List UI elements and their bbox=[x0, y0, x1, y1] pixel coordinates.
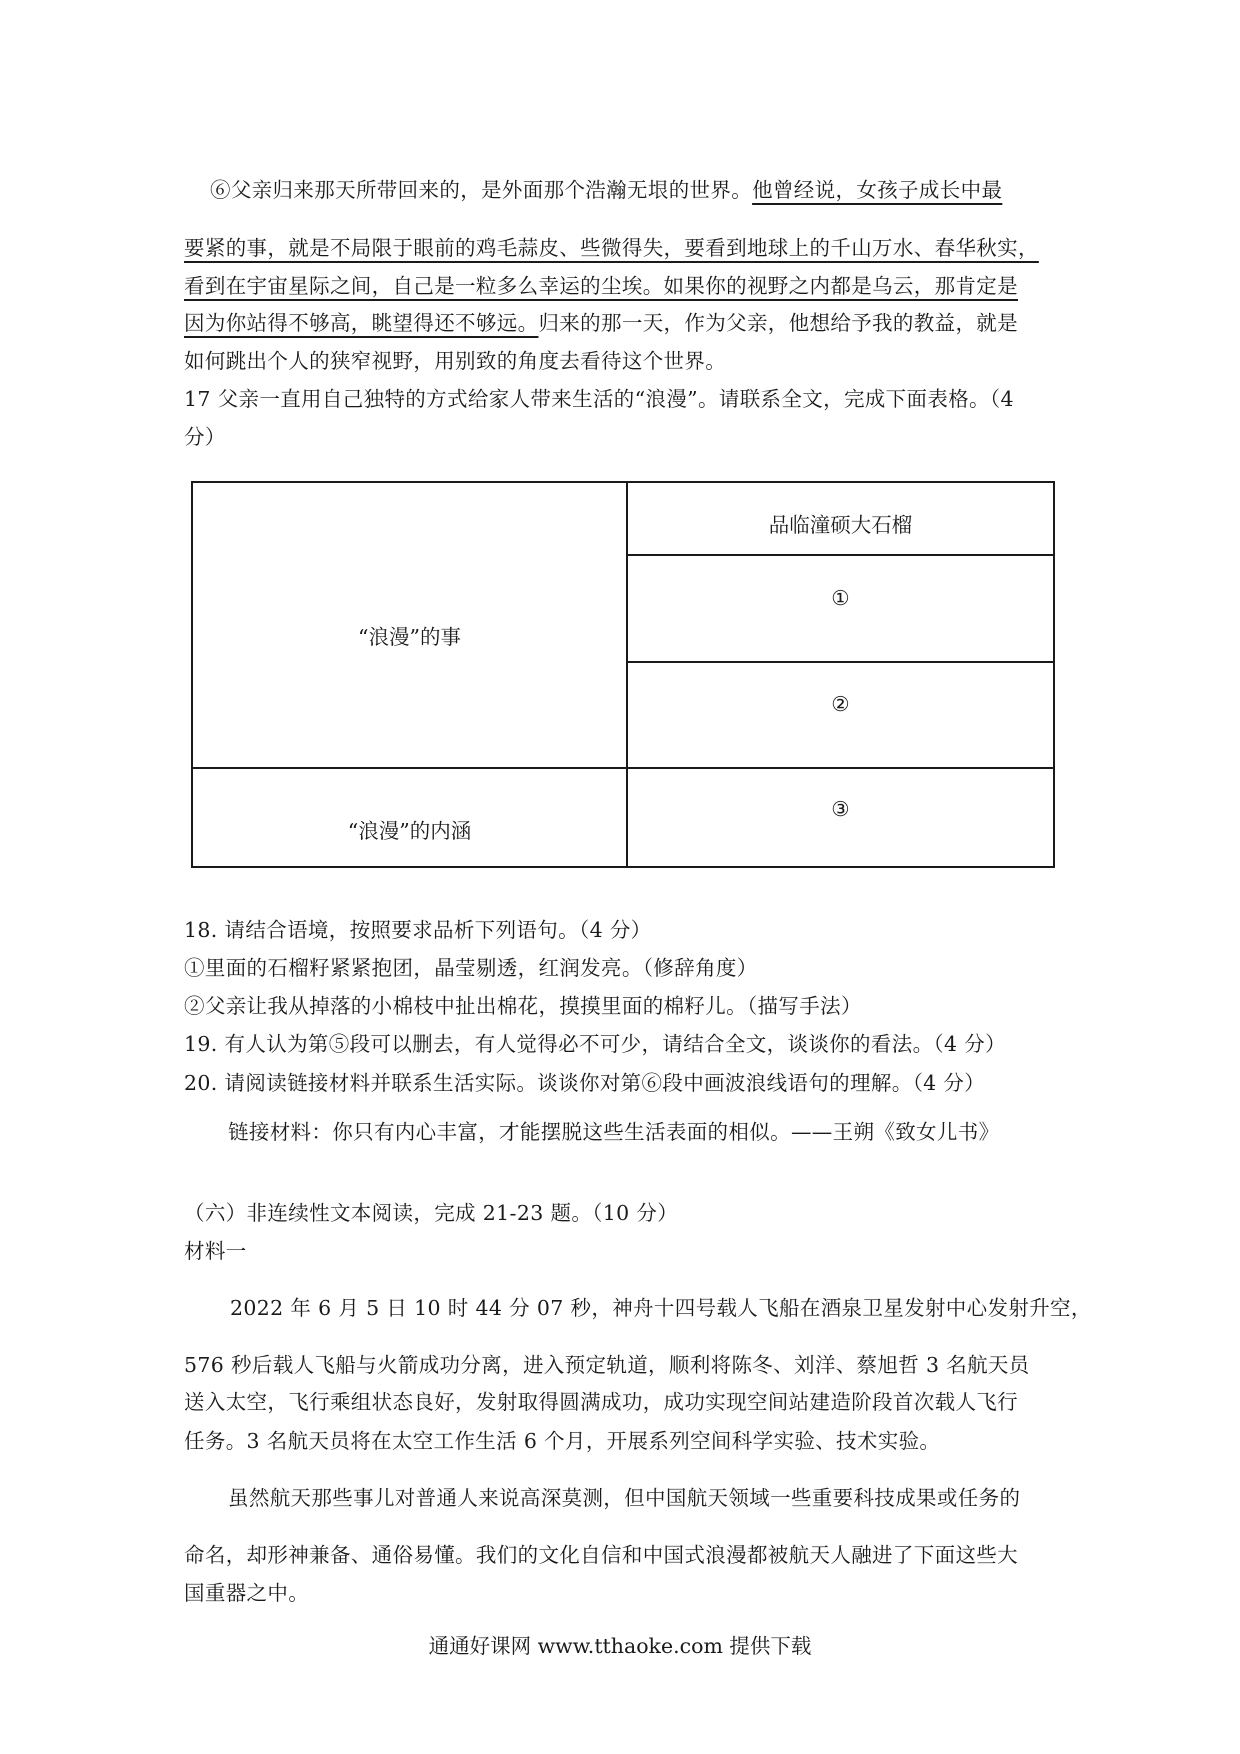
table-row-divider bbox=[193, 767, 1053, 769]
paragraph-6-line-1 bbox=[210, 173, 1002, 203]
paragraph-6-line-3: 看到在宇宙星际之间，自己是一粒多么幸运的尘埃。如果你的视野之内都是乌云，那肯定是 bbox=[184, 274, 1018, 298]
question-18: 18. 请结合语境，按照要求品析下列语句。（4 分） bbox=[184, 918, 652, 942]
answer-table bbox=[191, 481, 1055, 868]
question-19: 19. 有人认为第⑤段可以删去，有人觉得必不可少，请结合全文，谈谈你的看法。（4 分） bbox=[184, 1032, 1006, 1056]
table-cell-blank-2: ② bbox=[831, 692, 850, 716]
paragraph-6-text: ⑥父亲归来那天所带回来的，是外面那个浩瀚无垠的世界。 bbox=[210, 178, 753, 202]
question-18-item-2: ②父亲让我从掉落的小棉枝中扯出棉花，摸摸里面的棉籽儿。（描写手法） bbox=[184, 994, 862, 1018]
question-17-line-1: 17 父亲一直用自己独特的方式给家人带来生活的“浪漫”。请联系全文，完成下面表格。（4 bbox=[184, 387, 1014, 411]
material-1-para-2-line-3: 国重器之中。 bbox=[184, 1581, 310, 1605]
paragraph-6-line-4 bbox=[184, 306, 1018, 336]
question-17-line-2: 分） bbox=[184, 425, 226, 449]
table-cell-blank-1: ① bbox=[831, 586, 850, 610]
underlined-quote: 他曾经说，女孩子成长中最 bbox=[752, 178, 1003, 202]
material-1-para-1-line-1: 2022 年 6 月 5 日 10 时 44 分 07 秒，神舟十四号载人飞船在酒泉卫星发射中心发射升空， bbox=[230, 1296, 1092, 1320]
underlined-quote-end: 因为你站得不够高，眺望得还不够远。 bbox=[184, 311, 539, 335]
table-cell-blank-3: ③ bbox=[831, 797, 850, 821]
link-material: 链接材料：你只有内心丰富，才能摆脱这些生活表面的相似。——王朔《致女儿书》 bbox=[228, 1120, 1000, 1144]
material-1-para-2-line-1: 虽然航天那些事儿对普通人来说高深莫测，但中国航天领域一些重要科技成果或任务的 bbox=[228, 1486, 1021, 1510]
section-6-heading: （六）非连续性文本阅读，完成 21-23 题。（10 分） bbox=[184, 1201, 679, 1225]
paragraph-6-text: 归来的那一天，作为父亲，他想给予我的教益，就是 bbox=[538, 311, 1019, 335]
material-1-para-1-line-4: 任务。3 名航天员将在太空工作生活 6 个月，开展系列空间科学实验、技术实验。 bbox=[184, 1429, 941, 1453]
question-20: 20. 请阅读链接材料并联系生活实际。谈谈你对第⑥段中画波浪线语句的理解。（4 分） bbox=[184, 1071, 986, 1095]
material-1-para-1-line-3: 送入太空，飞行乘组状态良好，发射取得圆满成功，成功实现空间站建造阶段首次载人飞行 bbox=[184, 1390, 1018, 1414]
table-label-romantic-meaning: “浪漫”的内涵 bbox=[347, 819, 472, 843]
paragraph-6-line-2: 要紧的事，就是不局限于眼前的鸡毛蒜皮、些微得失，要看到地球上的千山万水、春华秋实， bbox=[184, 236, 1039, 260]
question-18-item-1: ①里面的石榴籽紧紧抱团，晶莹剔透，红润发亮。（修辞角度） bbox=[184, 956, 758, 980]
paragraph-6-line-5: 如何跳出个人的狭窄视野，用别致的角度去看待这个世界。 bbox=[184, 349, 727, 373]
material-1-para-1-line-2: 576 秒后载人飞船与火箭成功分离，进入预定轨道，顺利将陈冬、刘洋、蔡旭哲 3 名航天员 bbox=[184, 1353, 1030, 1377]
table-label-romantic-things: “浪漫”的事 bbox=[358, 625, 461, 649]
material-1-label: 材料一 bbox=[184, 1239, 247, 1263]
page-footer: 通通好课网 www.tthaoke.com 提供下载 bbox=[428, 1634, 812, 1658]
table-row-divider bbox=[626, 661, 1053, 663]
table-row-divider bbox=[626, 554, 1053, 556]
table-cell-pomegranate: 品临潼硕大石榴 bbox=[768, 513, 913, 537]
material-1-para-2-line-2: 命名，却形神兼备、通俗易懂。我们的文化自信和中国式浪漫都被航天人融进了下面这些大 bbox=[184, 1543, 1018, 1567]
